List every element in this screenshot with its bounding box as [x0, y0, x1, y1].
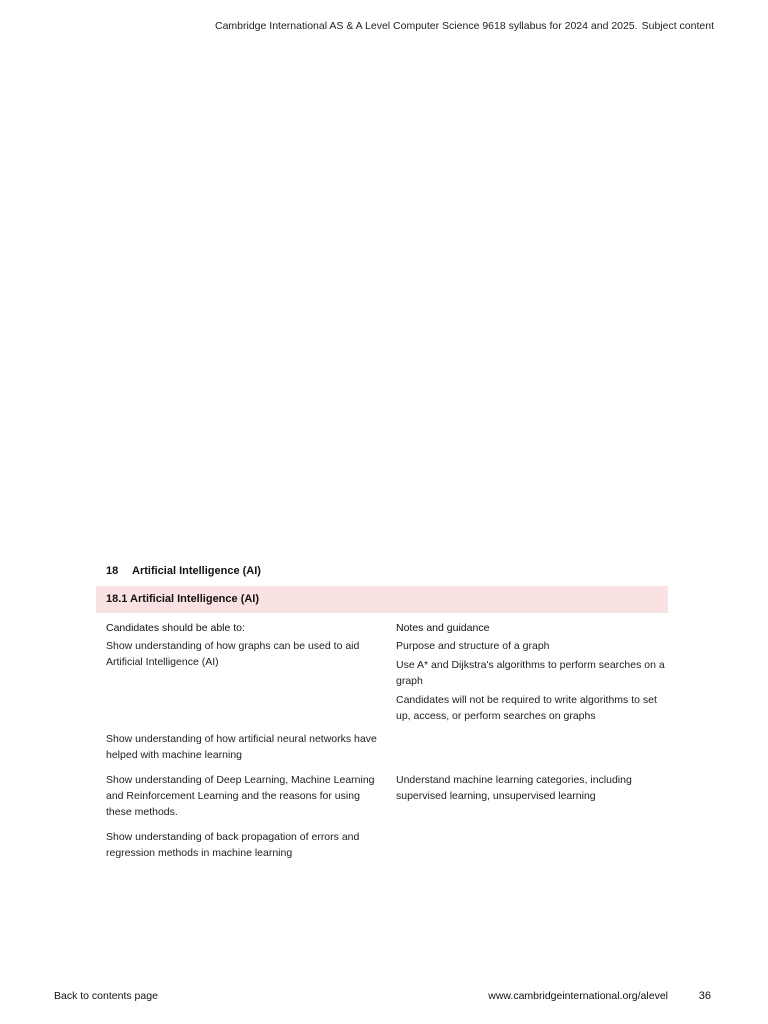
document-title: Cambridge International AS & A Level Computer Science 9618 syllabus for 2024 and 2025. [215, 20, 638, 32]
topic-number: 18 [106, 565, 119, 577]
website-link[interactable]: www.cambridgeinternational.org/alevel [488, 990, 668, 1002]
table-row-3-note-1: Understand machine learning categories, including supervised learning, unsupervised learning [396, 774, 632, 802]
table-row-1-note-3: Candidates will not be required to write algorithms to set up, access, or perform searches on graphs [396, 694, 657, 722]
table-row-2-objective: Show understanding of how artificial neural networks have helped with machine learning [106, 733, 377, 761]
back-to-contents-link[interactable]: Back to contents page [54, 990, 158, 1002]
subtopic-title: 18.1 Artificial Intelligence (AI) [106, 593, 260, 605]
topic-title: Artificial Intelligence (AI) [132, 565, 261, 577]
table-row-1-note-2: Use A* and Dijkstra's algorithms to perform searches on a graph [396, 659, 665, 687]
table-row-4-objective: Show understanding of back propagation of errors and regression methods in machine learning [106, 831, 360, 859]
left-column-header: Candidates should be able to: [106, 622, 245, 634]
running-header [215, 20, 714, 32]
section-name: Subject content [641, 20, 714, 32]
table-row-1-objective: Show understanding of how graphs can be used to aid Artificial Intelligence (AI) [106, 640, 360, 668]
topic-heading [106, 565, 261, 577]
subtopic-band [96, 586, 668, 613]
table-row-3-objective: Show understanding of Deep Learning, Machine Learning and Reinforcement Learning and the reasons for using these methods. [106, 774, 375, 818]
page-number: 36 [698, 990, 711, 1002]
right-column-header: Notes and guidance [396, 622, 490, 634]
table-row-1-note-1: Purpose and structure of a graph [396, 640, 550, 652]
